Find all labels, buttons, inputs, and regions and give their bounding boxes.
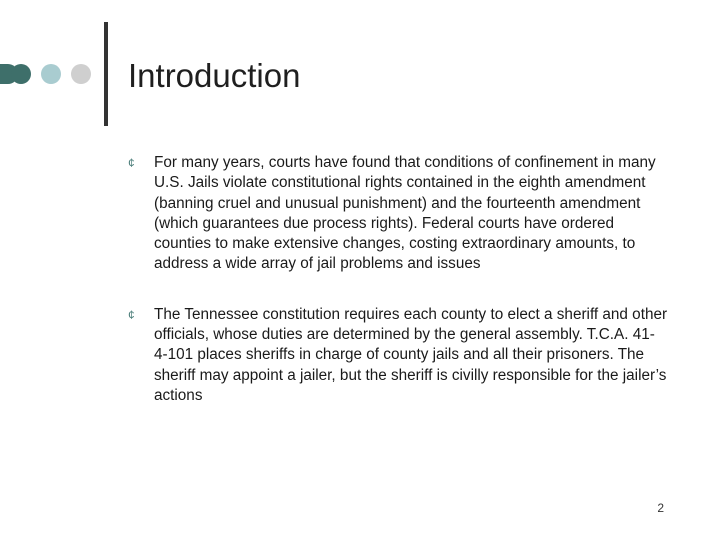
bullet-item-1 xyxy=(128,153,668,275)
decorative-dots xyxy=(0,64,100,86)
bullet-list xyxy=(128,153,668,436)
slide-title: Introduction xyxy=(128,57,301,94)
bullet-icon: ¢ xyxy=(128,156,135,170)
page-number: 2 xyxy=(657,501,664,515)
title-divider xyxy=(104,22,108,126)
dot-light xyxy=(41,64,61,84)
dot-gray xyxy=(71,64,91,84)
bullet-text: The Tennessee constitution requires each county to elect a sheriff and other officials, whose duties are determined by the general assembly. T.C.A. 41-4-101 places sheriffs in charge of county jails and all their prisoners. The sheriff may appoint a jailer, but the sheriff is civilly responsible for the jailer’s actions xyxy=(154,305,668,404)
bullet-text: For many years, courts have found that conditions of confinement in many U.S. Jails violate constitutional rights contained in the eighth amendment (banning cruel and unusual punishment) and the fourteenth amendment (which guarantees due process rights). Federal courts have ordered counties to make extensive changes, costing extraordinary amounts, to address a wide array of jail problems and issues xyxy=(154,154,656,273)
bullet-icon: ¢ xyxy=(128,307,135,322)
dot-dark xyxy=(11,64,31,84)
bullet-item-2 xyxy=(128,305,668,406)
